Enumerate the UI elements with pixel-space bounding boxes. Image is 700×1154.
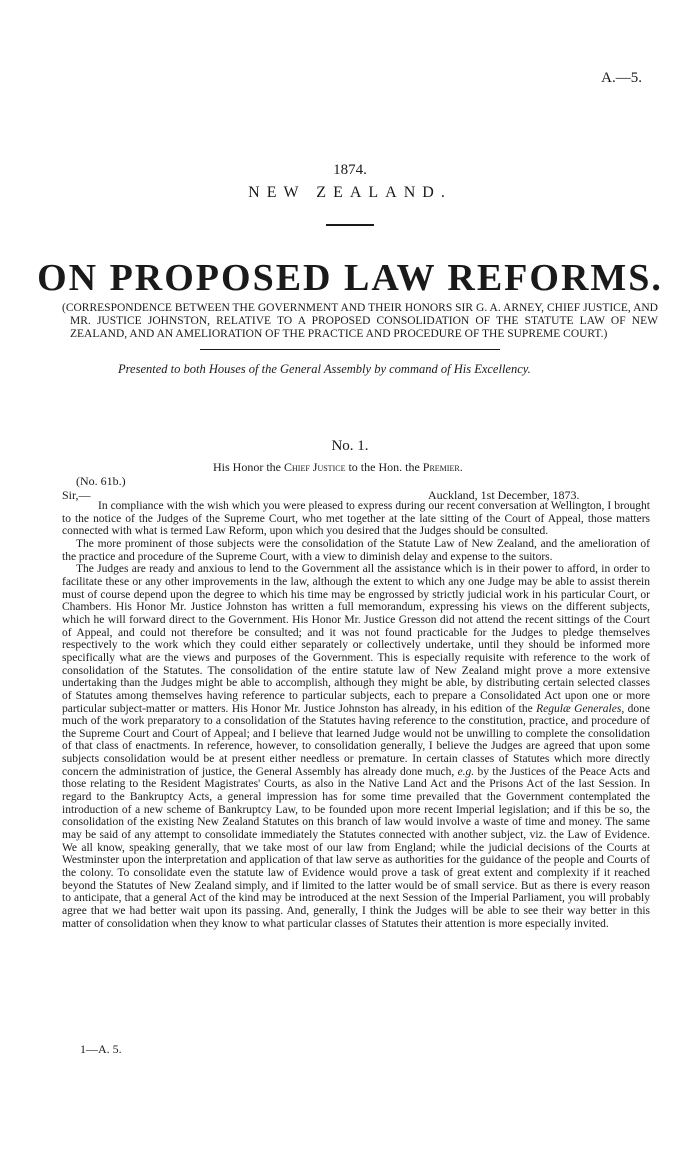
regulae-generales: Regulæ Generales: [536, 702, 622, 715]
paragraph: [62, 563, 650, 930]
page-title: ON PROPOSED LAW REFORMS.: [37, 257, 663, 299]
letter-heading: [213, 460, 463, 475]
letter-body: [62, 500, 650, 930]
subtitle: (CORRESPONDENCE BETWEEN THE GOVERNMENT AND THEIR HONORS SIR G. A. ARNEY, CHIEF JUSTICE, AND MR. JUSTICE JOHNSTON, RELATIVE TO A PROPOSED CONSOLIDATION OF THE STATUTE LAW OF NEW ZEALAND, AND AN AMELIORATION OF THE PRACTICE AND PROCEDURE OF THE SUPREME COURT.): [62, 302, 658, 340]
heading-pre: His Honor the: [213, 460, 284, 474]
heading-post: .: [459, 460, 463, 474]
country-heading: NEW ZEALAND.: [248, 184, 452, 201]
divider: [200, 349, 500, 350]
salutation: Sir,—: [62, 488, 91, 502]
divider: [326, 224, 374, 226]
document-number: No. 1.: [331, 438, 369, 454]
paragraph-text: The Judges are ready and anxious to lend to the Government all the assistance which is in their power to afford, in order to facilitate these or any other improvements in the law, although the extent to which any one Judge may be able to assist therein must of course depend upon the degree to which his time may be engrossed by strictly judicial work in his particular Court, or Chambers. His Honor Mr. Justice Johnston has written a full memorandum, expressing his views on the different subjects, which he will forward direct to the Government. His Honor Mr. Justice Gresson did not attend the recent sittings of the Court of Appeal, and could not therefore be consulted; and it was not found practicable for the Judges to pledge themselves respectively to the work which they could either separately or collectively undertake, until they should be informed more specifically what are the views and purposes of the Government. This is especially requisite with reference to the work of consolidation of the Statutes. The consolidation of the entire statute law of New Zealand might prove a more extensive undertaking than the Judges might be able to accomplish, although they might be able, by distributing certain selected classes of Statutes among themselves having reference to particular subjects, each to prepare a Consolidated Act upon one or more particular subject-matter or matters. His Honor Mr. Justice Johnston has already, in his edition of the: [62, 563, 650, 715]
presented-line: Presented to both Houses of the General Assembly by command of His Excellency.: [118, 362, 531, 376]
letter-reference: (No. 61b.): [76, 474, 126, 488]
heading-premier: Premier: [422, 460, 460, 474]
paragraph-text: by the Justices of the Peace Acts and those relating to the Resident Magistrates' Courts, as also in the Native Land Act and the Prisons Act of the last Session. In regard to the Bankruptcy Acts, a general impression has for some time prevailed that the Government contemplated the introduction of a new scheme of Bankruptcy Law, to be founded upon more recent Imperial legislation; and if this be so, the consolidation of the existing New Zealand Statutes on this branch of law would involve a waste of time and money. The same may be said of any attempt to consolidate immediately the Statutes connected with another subject, viz. the Law of Evidence. We all know, speaking generally, that we take most of our law from England; while the judicial decisions of the Courts at Westminster upon the interpretation and application of that law serve as authorities for the guidance of the people and Courts of the colony. To consolidate even the statute law of Evidence would prove a task of great extent and complexity if it reached beyond the Statutes of New Zealand simply, and if limited to the latter would be of small service. But as there is every reason to anticipate, that a general Act of the kind may be introduced at the next Session of the Imperial Parliament, you will probably agree that we had better wait upon its passing. And, generally, I think the Judges will be able to see their way better in this matter of consolidation when they know to what particular classes of Statutes their attention is more especially invited.: [62, 765, 650, 930]
paragraph: The more prominent of those subjects were the consolidation of the Statute Law of New Zealand, and the amelioration of the practice and procedure of the Supreme Court, with a view to diminish delay and expense to the suitors.: [62, 537, 650, 563]
heading-chief-justice: Chief Justice: [284, 460, 346, 474]
place-date: Auckland, 1st December, 1873.: [428, 488, 580, 502]
eg-abbreviation: e.g.: [457, 765, 475, 778]
page-footer: 1—A. 5.: [80, 1042, 122, 1056]
heading-mid: to the Hon. the: [345, 460, 423, 474]
paper-reference: A.—5.: [601, 70, 642, 86]
year: 1874.: [333, 162, 367, 178]
paragraph-text: , done much of the work preparatory to a consolidation of the Statutes having reference to the constitution, practice, and procedure of the Supreme Court and Court of Appeal; and I believe that learned Judge would not be unwilling to complete the consolidation of that class of enactments. In reference, however, to consolidation generally, I believe the Judges are agreed that upon some subjects consolidation would be at present either needless or premature. In certain classes of Statutes which more directly concern the administration of justice, the General Assembly has already done much,: [62, 702, 651, 778]
paragraph: In compliance with the wish which you were pleased to express during our recent conversation at Wellington, I brought to the notice of the Judges of the Supreme Court, who met together at the late sitting of the Court of Appeal, those matters connected with what is termed Law Reform, upon which you desired that the Judges should be consulted.: [62, 500, 650, 538]
